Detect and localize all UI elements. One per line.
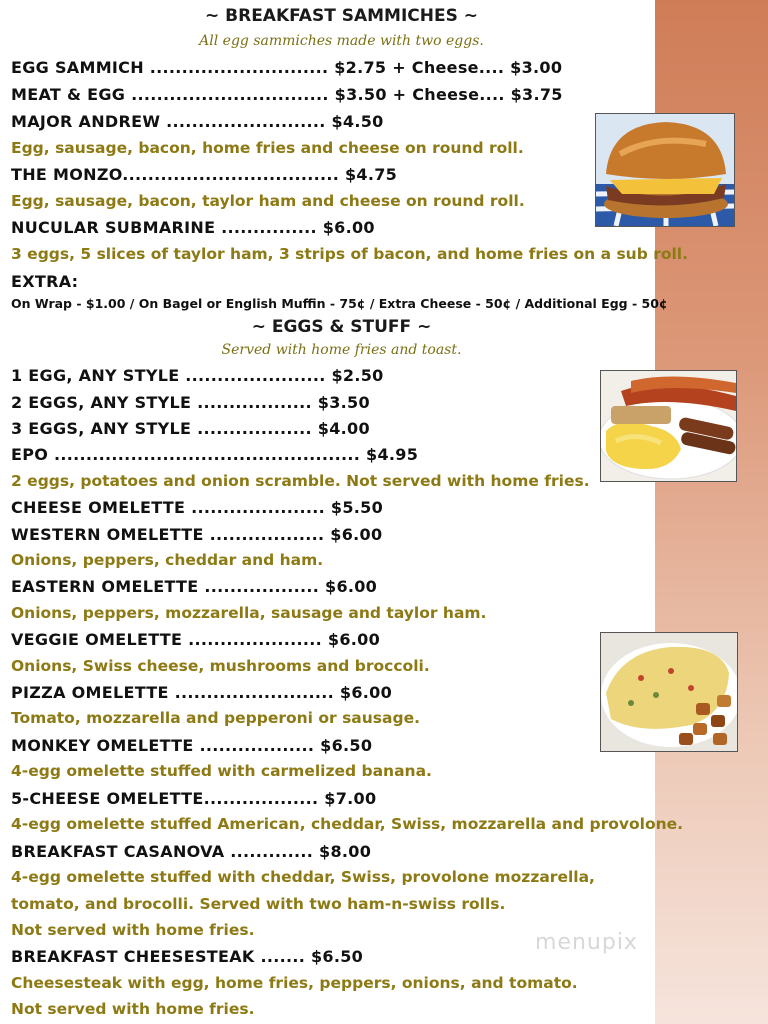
extra-items: On Wrap - $1.00 / On Bagel or English Muffin - 75¢ / Extra Cheese - 50¢ / Additional Egg - 50¢ (11, 296, 668, 311)
menu-item-egg-sammich: EGG SAMMICH ............................ $2.75 + Cheese.... $3.00 (11, 58, 563, 77)
extra-label: EXTRA: (11, 272, 79, 291)
menu-desc-major-andrew: Egg, sausage, bacon, home fries and cheese on round roll. (11, 139, 524, 157)
menu-item-veggie-omelette: VEGGIE OMELETTE ..................... $6.00 (11, 630, 381, 649)
menu-desc-casanova-1: 4-egg omelette stuffed with cheddar, Swiss, provolone mozzarella, (11, 868, 595, 886)
menu-item-major-andrew: MAJOR ANDREW ......................... $4.50 (11, 112, 384, 131)
menu-item-cheese-omelette: CHEESE OMELETTE ..................... $5.50 (11, 498, 384, 517)
menu-desc-monzo: Egg, sausage, bacon, taylor ham and cheese on round roll. (11, 192, 525, 210)
menu-desc-eastern: Onions, peppers, mozzarella, sausage and taylor ham. (11, 604, 487, 622)
menu-item-epo: EPO ................................................ $4.95 (11, 445, 419, 464)
menu-item-three-eggs: 3 EGGS, ANY STYLE .................. $4.00 (11, 419, 370, 438)
menu-item-five-cheese: 5-CHEESE OMELETTE.................. $7.00 (11, 789, 377, 808)
menu-desc-cheesesteak-1: Cheesesteak with egg, home fries, peppers, onions, and tomato. (11, 974, 578, 992)
menu-item-nucular: NUCULAR SUBMARINE ............... $6.00 (11, 218, 375, 237)
eggs-stuff-title: ~ EGGS & STUFF ~ (251, 317, 432, 337)
omelette-photo (600, 632, 738, 752)
menu-desc-cheesesteak-2: Not served with home fries. (11, 1000, 255, 1018)
menu-desc-monkey: 4-egg omelette stuffed with carmelized banana. (11, 762, 432, 780)
eggs-plate-image (601, 371, 736, 481)
menu-item-meat-egg: MEAT & EGG ............................... $3.50 + Cheese.... $3.75 (11, 85, 563, 104)
menu-desc-epo: 2 eggs, potatoes and onion scramble. Not served with home fries. (11, 472, 590, 490)
omelette-image (601, 633, 737, 751)
menu-item-pizza-omelette: PIZZA OMELETTE ......................... $6.00 (11, 683, 393, 702)
breakfast-sammiches-subtitle: All egg sammiches made with two eggs. (199, 33, 484, 49)
menu-item-casanova: BREAKFAST CASANOVA ............. $8.00 (11, 842, 372, 861)
menu-item-cheesesteak: BREAKFAST CHEESESTEAK ....... $6.50 (11, 947, 364, 966)
menu-item-two-eggs: 2 EGGS, ANY STYLE .................. $3.50 (11, 393, 370, 412)
breakfast-sammiches-title: ~ BREAKFAST SAMMICHES ~ (204, 6, 478, 26)
watermark: menupix (535, 930, 638, 955)
menu-desc-veggie: Onions, Swiss cheese, mushrooms and broccoli. (11, 657, 430, 675)
menu-desc-nucular: 3 eggs, 5 slices of taylor ham, 3 strips of bacon, and home fries on a sub roll. (11, 245, 689, 263)
menu-item-one-egg: 1 EGG, ANY STYLE ...................... $2.50 (11, 366, 384, 385)
menu-item-monkey-omelette: MONKEY OMELETTE .................. $6.50 (11, 736, 373, 755)
menu-item-eastern-omelette: EASTERN OMELETTE .................. $6.00 (11, 577, 378, 596)
sandwich-image (596, 114, 734, 226)
eggs-bacon-photo (600, 370, 737, 482)
menu-item-western-omelette: WESTERN OMELETTE .................. $6.00 (11, 525, 383, 544)
menu-desc-casanova-2: tomato, and brocolli. Served with two ham-n-swiss rolls. (11, 895, 506, 913)
menu-desc-five-cheese: 4-egg omelette stuffed American, cheddar, Swiss, mozzarella and provolone. (11, 815, 684, 833)
menu-item-monzo: THE MONZO.................................. $4.75 (11, 165, 398, 184)
menu-desc-casanova-3: Not served with home fries. (11, 921, 255, 939)
eggs-stuff-subtitle: Served with home fries and toast. (221, 342, 462, 358)
menu-desc-western: Onions, peppers, cheddar and ham. (11, 551, 324, 569)
menu-desc-pizza: Tomato, mozzarella and pepperoni or sausage. (11, 709, 420, 727)
breakfast-sandwich-photo (595, 113, 735, 227)
